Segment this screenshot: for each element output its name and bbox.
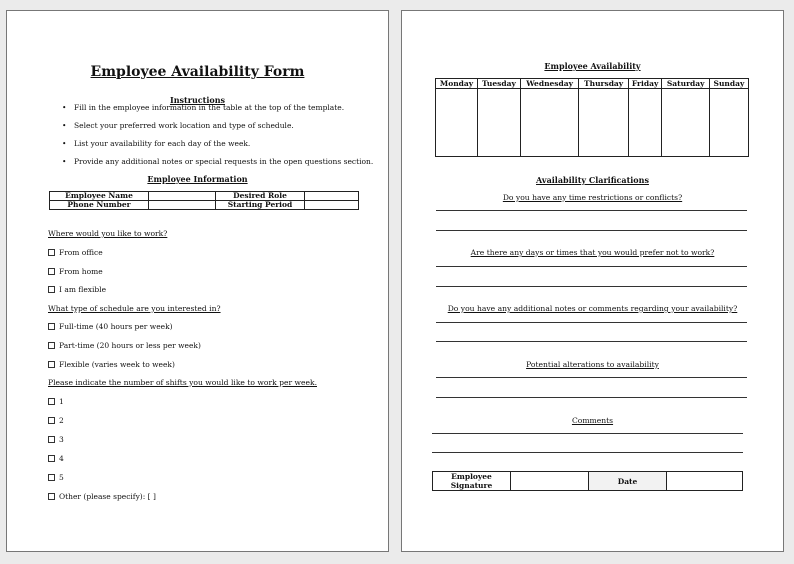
clarification-question: Do you have any additional notes or comments regarding your availability? <box>447 304 738 313</box>
signature-field[interactable] <box>511 472 589 491</box>
answer-line[interactable] <box>436 210 747 211</box>
schedule-option[interactable]: Full-time (40 hours per week) <box>48 322 173 331</box>
shift-option[interactable]: 3 <box>48 435 64 444</box>
day-header: Friday <box>628 79 662 89</box>
instruction-item: • Select your preferred work location and type of schedule. <box>62 121 382 139</box>
availability-cell[interactable] <box>709 89 748 157</box>
signature-label: Employee Signature <box>433 472 511 491</box>
location-option[interactable]: I am flexible <box>48 285 106 294</box>
answer-line[interactable] <box>436 286 747 287</box>
shift-option[interactable]: 5 <box>48 473 64 482</box>
answer-line[interactable] <box>436 377 747 378</box>
clarifications-heading: Availability Clarifications <box>536 175 649 185</box>
schedule-option[interactable]: Part-time (20 hours or less per week) <box>48 341 201 350</box>
checkbox[interactable] <box>48 342 55 349</box>
day-header: Sunday <box>709 79 748 89</box>
location-option[interactable]: From home <box>48 267 103 276</box>
checkbox[interactable] <box>48 286 55 293</box>
shift-option[interactable]: 1 <box>48 397 64 406</box>
phone-number-label: Phone Number <box>50 201 149 210</box>
shift-option[interactable]: 2 <box>48 416 64 425</box>
instructions-heading: Instructions <box>169 95 226 105</box>
date-field[interactable] <box>667 472 743 491</box>
checkbox[interactable] <box>48 474 55 481</box>
location-question: Where would you like to work? <box>48 229 168 238</box>
starting-period-field[interactable] <box>305 201 359 210</box>
instruction-item: • List your availability for each day of the week. <box>62 139 382 157</box>
phone-number-field[interactable] <box>149 201 216 210</box>
checkbox[interactable] <box>48 249 55 256</box>
checkbox[interactable] <box>48 361 55 368</box>
checkbox[interactable] <box>48 417 55 424</box>
availability-cell[interactable] <box>478 89 521 157</box>
instructions-list <box>62 103 382 175</box>
starting-period-label: Starting Period <box>216 201 305 210</box>
clarification-question: Potential alterations to availability <box>526 360 659 369</box>
employee-info-table <box>49 191 359 210</box>
availability-cell[interactable] <box>579 89 628 157</box>
clarification-question: Are there any days or times that you would prefer not to work? <box>470 248 715 257</box>
shifts-question: Please indicate the number of shifts you would like to work per week. <box>48 378 317 387</box>
employee-info-heading: Employee Information <box>147 174 248 184</box>
availability-table <box>435 78 749 157</box>
answer-line[interactable] <box>436 322 747 323</box>
checkbox[interactable] <box>48 436 55 443</box>
comments-heading: Comments <box>571 416 614 425</box>
date-label: Date <box>589 472 667 491</box>
instruction-item: • Fill in the employee information in the table at the top of the template. <box>62 103 382 121</box>
checkbox[interactable] <box>48 455 55 462</box>
checkbox[interactable] <box>48 398 55 405</box>
clarification-question: Do you have any time restrictions or conflicts? <box>502 193 683 202</box>
answer-line[interactable] <box>436 397 747 398</box>
day-header: Tuesday <box>478 79 521 89</box>
checkbox[interactable] <box>48 493 55 500</box>
signature-table <box>432 471 743 491</box>
instruction-item: • Provide any additional notes or special requests in the open questions section. <box>62 157 382 175</box>
page-1 <box>6 10 389 552</box>
checkbox[interactable] <box>48 268 55 275</box>
answer-line[interactable] <box>432 433 743 434</box>
day-header: Wednesday <box>520 79 579 89</box>
shift-option[interactable]: 4 <box>48 454 64 463</box>
availability-heading: Employee Availability <box>544 61 641 71</box>
availability-cell[interactable] <box>520 89 579 157</box>
answer-line[interactable] <box>436 341 747 342</box>
availability-cell[interactable] <box>662 89 709 157</box>
employee-name-field[interactable] <box>149 192 216 201</box>
availability-cell[interactable] <box>628 89 662 157</box>
answer-line[interactable] <box>436 266 747 267</box>
answer-line[interactable] <box>432 452 743 453</box>
day-header: Monday <box>436 79 478 89</box>
day-header: Saturday <box>662 79 709 89</box>
page-2 <box>401 10 784 552</box>
schedule-question: What type of schedule are you interested in? <box>48 304 221 313</box>
checkbox[interactable] <box>48 323 55 330</box>
schedule-option[interactable]: Flexible (varies week to week) <box>48 360 175 369</box>
shift-option-other[interactable]: Other (please specify): [ ] <box>48 492 156 501</box>
availability-cell[interactable] <box>436 89 478 157</box>
employee-name-label: Employee Name <box>50 192 149 201</box>
answer-line[interactable] <box>436 230 747 231</box>
form-title: Employee Availability Form <box>90 64 305 80</box>
day-header: Thursday <box>579 79 628 89</box>
desired-role-field[interactable] <box>305 192 359 201</box>
location-option[interactable]: From office <box>48 248 103 257</box>
desired-role-label: Desired Role <box>216 192 305 201</box>
